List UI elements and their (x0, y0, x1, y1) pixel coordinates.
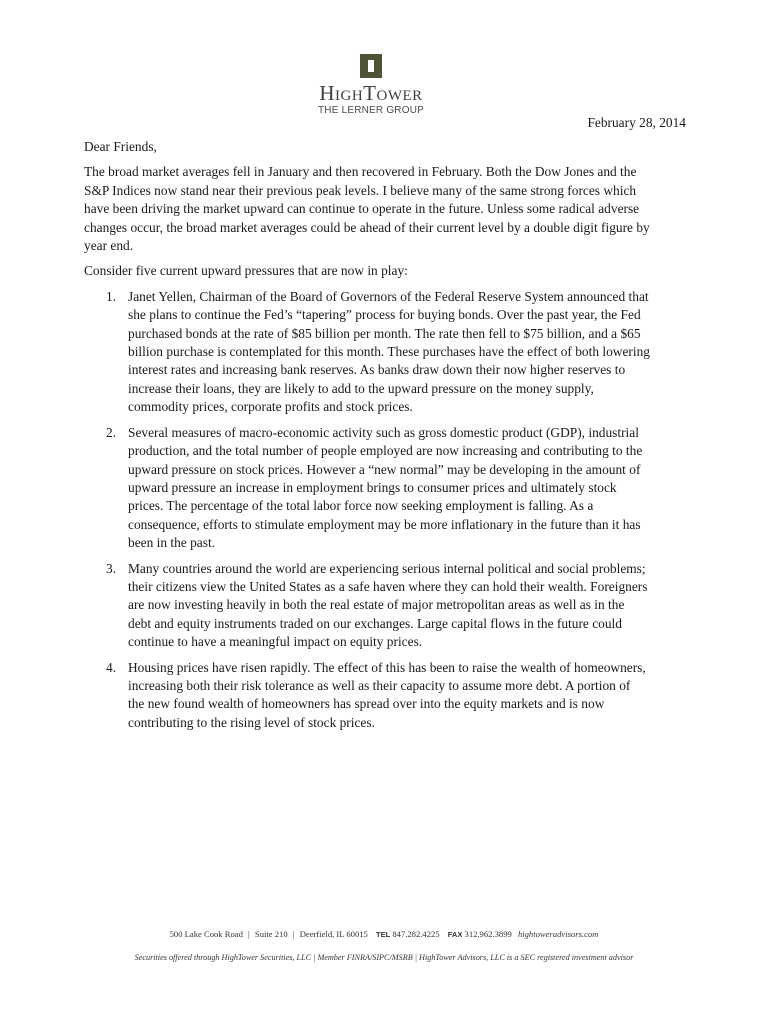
list-item-text: Janet Yellen, Chairman of the Board of Governors of the Federal Reserve System announced that she plans to continue the Fed’s “tapering” process for buying bonds. Over the past year, the Fed purchased bonds at the rate of $85 billion per month. The rate then fell to $75 billion, and a $65 billion purchase is contemplated for this month. These purchases have the effect of both lowering interest rates and increasing bank reserves. As banks draw down their now higher reserves to increase their loans, they are likely to add to the upward pressure on the money supply, commodity prices, corporate profits and stock prices. (128, 288, 650, 415)
upward-pressures-list (84, 288, 650, 732)
footer-city: Deerfield, IL 60015 (299, 929, 368, 939)
list-item-number: 4. (106, 659, 117, 675)
list-item-number: 2. (106, 424, 117, 440)
list-item-text: Housing prices have risen rapidly. The effect of this has been to raise the wealth of homeowners, increasing both their risk tolerance as well as their capacity to assume more debt. A portion of the new found wealth of homeowners has spread over into the equity markets and is now contributing to the rising level of stock prices. (128, 659, 646, 730)
footer-fax: 312.962.3899 (464, 929, 512, 939)
footer-tel-label: TEL (376, 930, 391, 939)
footer-separator: | (248, 929, 250, 939)
salutation: Dear Friends, (84, 139, 157, 154)
list-item (84, 288, 650, 417)
list-item-number: 3. (106, 560, 117, 576)
footer-legal-disclaimer: Securities offered through HighTower Securities, LLC | Member FINRA/SIPC/MSRB | HighTower Advisors, LLC is a SEC registered investment advisor (134, 953, 634, 962)
footer-street: 500 Lake Cook Road (169, 929, 243, 939)
list-item-text: Many countries around the world are experiencing serious internal political and social problems; their citizens view the United States as a safe haven where they can hold their wealth. Foreigners are now investing heavily in both the real estate of major metropolitan areas as well as in the debt and equity instruments traded on our exchanges. Large capital flows in the future could continue to have a meaningful impact on equity prices. (128, 560, 648, 650)
list-item-text: Several measures of macro-economic activity such as gross domestic product (GDP), industrial production, and the total number of people employed are now increasing and contributing to the upward pressure on stock prices. However a “new normal” may be developing in the amount of upward pressure an increase in employment brings to consumer prices and ultimately stock prices. The percentage of the total labor force now seeking employment is falling. As a consequence, efforts to stimulate employment may be more inflationary in the future than it has been in the past. (128, 424, 643, 551)
tower-icon (360, 54, 382, 78)
footer-suite: Suite 210 (254, 929, 288, 939)
list-item (84, 659, 650, 733)
footer-address (0, 928, 768, 941)
letter-body (84, 138, 650, 739)
list-item-number: 1. (106, 288, 117, 304)
points-lead-in: Consider five current upward pressures that are now in play: (84, 263, 408, 279)
intro-paragraph: The broad market averages fell in January and then recovered in February. Both the Dow Jones and the S&P Indices now stand near their previous peak levels. I believe many of the same strong forces which have been driving the market upward can continue to operate in the future. Unless some radical adverse changes occur, the broad market averages could be ahead of their current level by a double digit figure by year end. (84, 164, 650, 254)
letter-date: February 28, 2014 (587, 115, 686, 130)
footer-tel: 847.282.4225 (392, 929, 440, 939)
footer-separator: | (292, 929, 295, 939)
footer-website-link[interactable]: hightoweradvisors.com (517, 929, 599, 939)
footer-fax-label: FAX (447, 930, 463, 939)
list-item (84, 560, 650, 652)
list-item (84, 424, 650, 553)
brand-name: HighTower (319, 81, 423, 105)
letterhead-logo (300, 54, 442, 117)
group-name: THE LERNER GROUP (318, 105, 424, 116)
